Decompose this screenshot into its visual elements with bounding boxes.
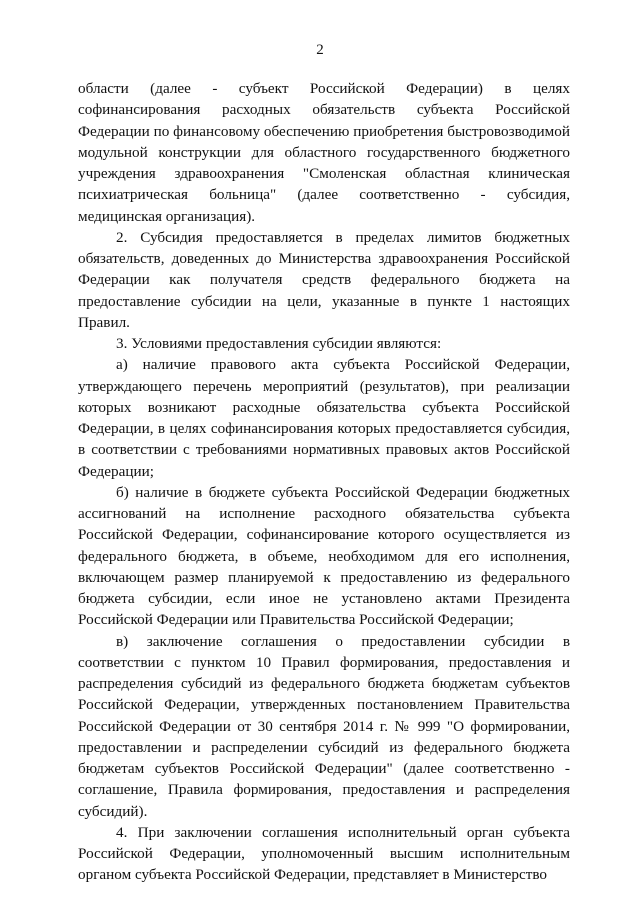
document-body (78, 78, 570, 886)
paragraph-clause-4: 4. При заключении соглашения исполнительный орган субъекта Российской Федерации, уполномоченный высшим исполнительным органом субъекта Российской Федерации, представляет в Министерство (78, 823, 570, 884)
paragraph-clause-3v: в) заключение соглашения о предоставлении субсидии в соответствии с пунктом 10 Правил формирования, предоставления и распределения субсидий из федерального бюджета бюджетам субъектов Российской Федерации, утвержденных постановлением Правительства Российской Федерации от 30 сентября 2014 г. № 999 "О формировании, предоставлении и распределении субсидий из федерального бюджета бюджетам субъектов Российской Федерации" (далее соответственно - соглашение, Правила формирования, предоставления и распределения субсидий). (78, 632, 570, 820)
page-number: 2 (316, 42, 324, 58)
paragraph-clause-3a: а) наличие правового акта субъекта Российской Федерации, утверждающего перечень мероприятий (результатов), при реализации которых возникают расходные обязательства субъекта Российской Федерации, в целях софинансирования которых предоставляется субсидия, в соответствии с требованиями нормативных правовых актов Российской Федерации; (78, 356, 570, 480)
paragraph-clause-3b: б) наличие в бюджете субъекта Российской Федерации бюджетных ассигнований на исполнение расходного обязательства субъекта Российской Федерации, софинансирование которого осуществляется из федерального бюджета, в объеме, необходимом для его исполнения, включающем размер планируемой к предоставлению из федерального бюджета субсидии, если иное не установлено актами Президента Российской Федерации или Правительства Российской Федерации; (78, 483, 570, 629)
paragraph-clause-3: 3. Условиями предоставления субсидии являются: (116, 335, 442, 352)
paragraph-continuation: области (далее - субъект Российской Федерации) в целях софинансирования расходных обязательств субъекта Российской Федерации по финансовому обеспечению приобретения быстровозводимой модульной конструкции для областного государственного бюджетного учреждения здравоохранения "Смоленская областная клиническая психиатрическая больница" (далее соответственно - субсидия, медицинская организация). (78, 80, 570, 225)
paragraph-clause-2: 2. Субсидия предоставляется в пределах лимитов бюджетных обязательств, доведенных до Министерства здравоохранения Российской Федерации как получателя средств федерального бюджета на предоставление субсидии на цели, указанные в пункте 1 настоящих Правил. (78, 228, 570, 331)
